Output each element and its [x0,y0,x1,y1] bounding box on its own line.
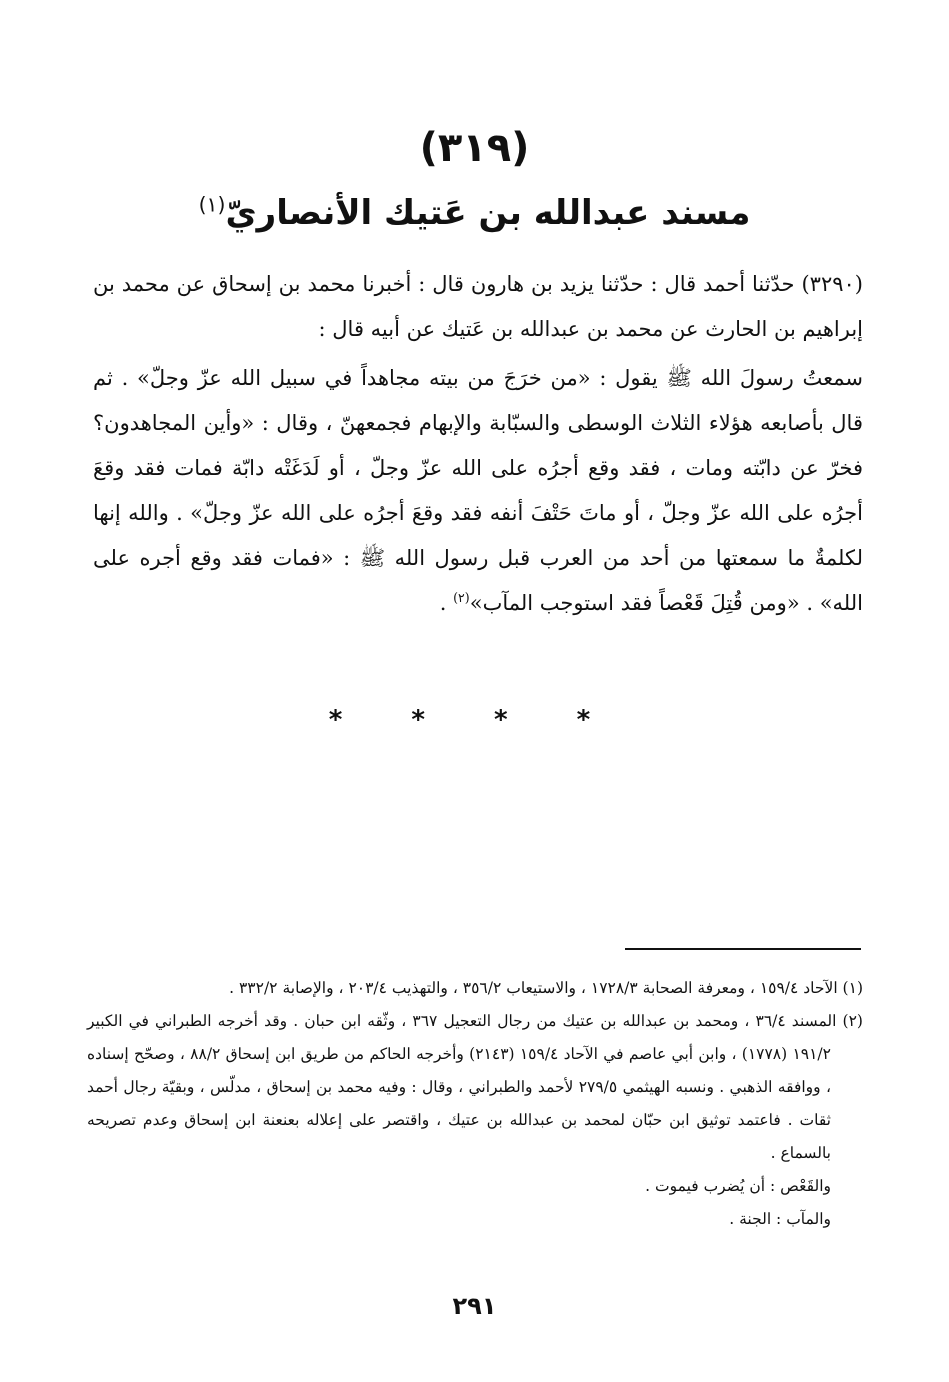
hadith-matn-end: . [439,591,454,615]
chapter-number: (٣١٩) [419,125,530,171]
footnote-ref-1[interactable]: (١) [198,192,226,217]
footnote-ref-2[interactable]: (٢) [453,590,470,605]
hadith-matn-text: سمعتُ رسولَ الله ﷺ يقول : «من خرَجَ من بيته مجاهداً في سبيل الله عزّ وجلّ» . ثم قال بأصابعه هؤلاء الثلاث الوسطى والسبّابة والإبهام فجمعهنّ ، وقال : «وأين المجاهدون؟ فخرّ عن دابّته ومات ، فقد وقع أجرُه على الله عزّ وجلّ ، أو لَدَغَتْه دابّة فمات فقد وقعَ أجرُه على الله عزّ وجلّ ، أو ماتَ حَتْفَ أنفه فقد وقعَ أجرُه على الله عزّ وجلّ» . والله إنها لكلمةٌ ما سمعتها من أحد من العرب قبل رسول الله ﷺ : «فمات فقد وقع أجره على الله» . «ومن قُتِلَ قَعْصاً فقد استوجب المآب» [93,366,863,615]
gloss-maab: والمآب : الجنة . [729,1210,831,1228]
hadith-isnad: (٣٢٩٠) حدّثنا أحمد قال : حدّثنا يزيد بن هارون قال : أخبرنا محمد بن إسحاق عن محمد بن إبراهيم بن الحارث عن محمد بن عبدالله بن عَتيك عن أبيه قال : [93,272,863,341]
footnote-divider [625,948,861,950]
footnotes [87,972,863,1236]
chapter-title-text: مسند عبدالله بن عَتيك الأنصاريّ [225,193,751,233]
footnote-2: (٢) المسند ٣٦/٤ ، ومحمد بن عبدالله بن عتيك من رجال التعجيل ٣٦٧ ، وثّقه ابن حبان . وقد أخرجه الطبراني في الكبير ١٩١/٢ (١٧٧٨) ، وابن أبي عاصم في الآحاد ١٥٩/٤ (٢١٤٣) وأخرجه الحاكم من طريق ابن إسحاق ٨٨/٢ ، وصحّح إسناده ، ووافقه الذهبي . ونسبه الهيثمي ٢٧٩/٥ لأحمد والطبراني ، وقال : وفيه محمد بن إسحاق ، مدلّس ، وبقيّة رجال أحمد ثقات . فاعتمد توثيق ابن حبّان لمحمد بن عبدالله بن عتيك ، واقتصر على إعلاله بعنعنة ابن إسحاق وعدم تصريحه بالسماع . [87,1012,863,1162]
hadith-matn [93,356,863,626]
section-separator: * * * * [328,705,621,735]
footnote-1: (١) الآحاد ١٥٩/٤ ، ومعرفة الصحابة ١٧٢٨/٣ ، والاستيعاب ٣٥٦/٢ ، والتهذيب ٢٠٣/٤ ، والإصابة ٣٣٢/٢ . [229,979,863,997]
page-number: ٢٩١ [452,1292,497,1320]
gloss-qas: والقَعْص : أن يُضرب فيموت . [645,1177,831,1195]
chapter-title [0,183,949,243]
hadith-text [93,262,863,626]
